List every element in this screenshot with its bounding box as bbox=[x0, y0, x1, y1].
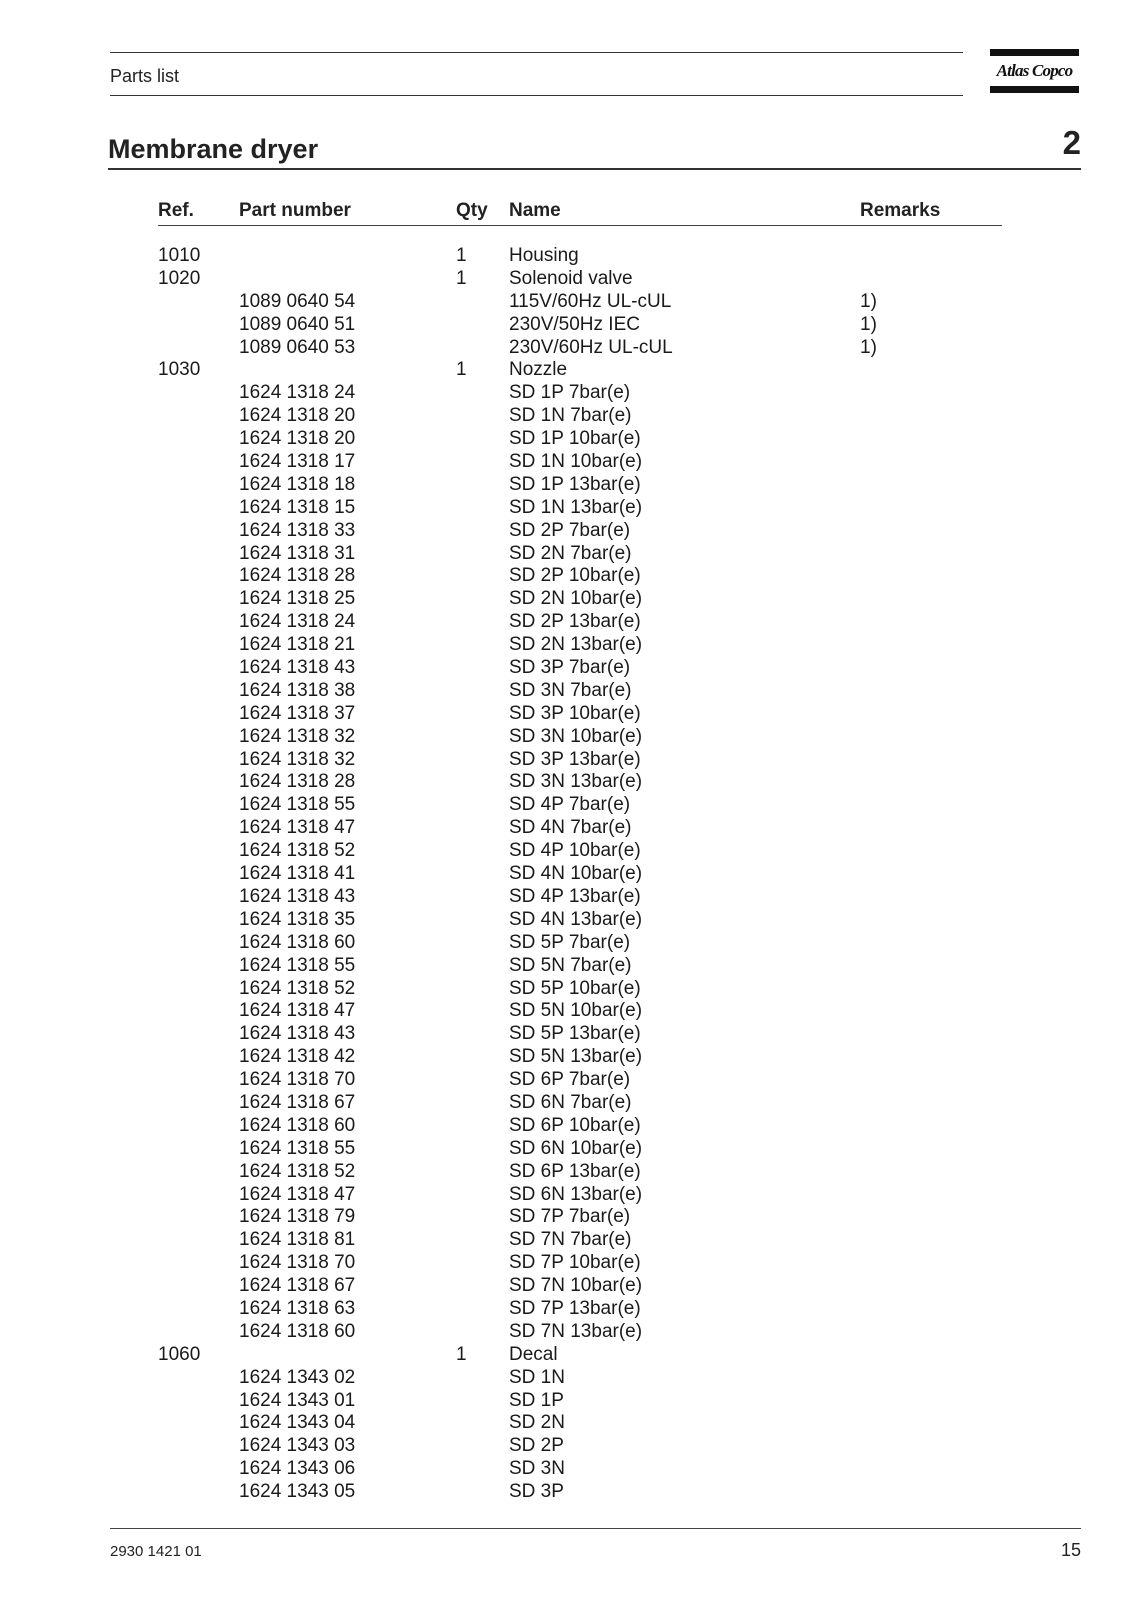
name-cell: 230V/60Hz UL-cUL bbox=[509, 336, 673, 358]
part-number-cell: 1624 1318 24 bbox=[239, 382, 356, 404]
logo-bar-top bbox=[990, 49, 1079, 56]
part-number-cell: 1624 1318 81 bbox=[239, 1229, 356, 1251]
logo-wordmark: Atlas Copco bbox=[996, 61, 1073, 80]
column-header-remarks: Remarks bbox=[860, 200, 941, 221]
part-number-cell: 1624 1343 04 bbox=[239, 1412, 356, 1434]
name-cell: SD 2P 13bar(e) bbox=[509, 611, 641, 633]
name-cell: SD 5P 10bar(e) bbox=[509, 977, 641, 999]
name-cell: SD 1P bbox=[509, 1389, 564, 1411]
name-cell: SD 3N 13bar(e) bbox=[509, 771, 643, 793]
name-cell: SD 3P 10bar(e) bbox=[509, 702, 641, 724]
part-number-cell: 1624 1318 55 bbox=[239, 794, 356, 816]
part-number-cell: 1624 1343 06 bbox=[239, 1458, 356, 1480]
table-row bbox=[0, 1367, 1131, 1390]
name-cell: SD 2N 13bar(e) bbox=[509, 634, 643, 656]
name-cell: SD 2N 7bar(e) bbox=[509, 542, 632, 564]
name-cell: SD 3P 7bar(e) bbox=[509, 657, 631, 679]
table-row bbox=[0, 703, 1131, 726]
qty-cell: 1 bbox=[456, 267, 467, 289]
header-top-rule bbox=[110, 52, 963, 53]
name-cell: Solenoid valve bbox=[509, 267, 633, 289]
table-row bbox=[0, 1252, 1131, 1275]
qty-cell: 1 bbox=[456, 245, 467, 266]
ref-cell: 1010 bbox=[158, 245, 201, 266]
part-number-cell: 1624 1318 60 bbox=[239, 931, 356, 953]
part-number-cell: 1624 1318 63 bbox=[239, 1297, 356, 1319]
name-cell: 230V/50Hz IEC bbox=[509, 313, 640, 335]
table-row bbox=[0, 268, 1131, 291]
part-number-cell: 1624 1318 52 bbox=[239, 1160, 356, 1182]
table-row bbox=[0, 955, 1131, 978]
table-row bbox=[0, 520, 1131, 543]
part-number-cell: 1624 1318 55 bbox=[239, 954, 356, 976]
name-cell: Decal bbox=[509, 1343, 558, 1365]
table-row bbox=[0, 1000, 1131, 1023]
name-cell: SD 4P 10bar(e) bbox=[509, 840, 641, 862]
table-row bbox=[0, 840, 1131, 863]
part-number-cell: 1624 1318 41 bbox=[239, 863, 356, 885]
table-row bbox=[0, 588, 1131, 611]
table-row bbox=[0, 1069, 1131, 1092]
part-number-cell: 1624 1318 21 bbox=[239, 634, 356, 656]
name-cell: 115V/60Hz UL-cUL bbox=[509, 290, 672, 312]
table-row bbox=[0, 1481, 1131, 1504]
qty-cell: 1 bbox=[456, 359, 467, 381]
part-number-cell: 1624 1318 60 bbox=[239, 1114, 356, 1136]
chapter-number: 2 bbox=[1062, 124, 1081, 161]
table-row bbox=[0, 611, 1131, 634]
table-row bbox=[0, 886, 1131, 909]
footer-rule bbox=[110, 1528, 1081, 1529]
table-row bbox=[0, 1229, 1131, 1252]
part-number-cell: 1624 1318 42 bbox=[239, 1046, 356, 1068]
part-number-cell: 1624 1318 20 bbox=[239, 405, 356, 427]
part-number-cell: 1624 1318 28 bbox=[239, 771, 356, 793]
brand-logo bbox=[990, 49, 1079, 94]
table-row bbox=[0, 405, 1131, 428]
name-cell: SD 5P 13bar(e) bbox=[509, 1023, 641, 1045]
part-number-cell: 1624 1318 37 bbox=[239, 702, 356, 724]
name-cell: SD 1N 13bar(e) bbox=[509, 496, 643, 518]
name-cell: SD 3P 13bar(e) bbox=[509, 748, 641, 770]
name-cell: SD 3N bbox=[509, 1458, 565, 1480]
table-row bbox=[0, 932, 1131, 955]
table-row bbox=[0, 1161, 1131, 1184]
page-number: 15 bbox=[1060, 1540, 1081, 1560]
name-cell: SD 2P bbox=[509, 1435, 564, 1457]
table-row bbox=[0, 978, 1131, 1001]
name-cell: SD 7N 7bar(e) bbox=[509, 1229, 632, 1251]
table-row bbox=[0, 634, 1131, 657]
part-number-cell: 1089 0640 54 bbox=[239, 290, 356, 312]
section-label: Parts list bbox=[110, 66, 180, 86]
table-row bbox=[0, 794, 1131, 817]
table-row bbox=[0, 245, 1131, 268]
name-cell: SD 1P 10bar(e) bbox=[509, 428, 641, 450]
name-cell: SD 1P 13bar(e) bbox=[509, 473, 641, 495]
part-number-cell: 1624 1318 47 bbox=[239, 817, 356, 839]
table-row bbox=[0, 1184, 1131, 1207]
table-row bbox=[0, 337, 1131, 360]
table-row bbox=[0, 1412, 1131, 1435]
title-rule bbox=[108, 168, 1081, 170]
part-number-cell: 1624 1318 31 bbox=[239, 542, 356, 564]
column-header-part-number: Part number bbox=[239, 200, 351, 221]
table-row bbox=[0, 428, 1131, 451]
part-number-cell: 1624 1318 79 bbox=[239, 1206, 356, 1228]
part-number-cell: 1624 1318 18 bbox=[239, 473, 356, 495]
ref-cell: 1020 bbox=[158, 267, 201, 289]
table-row bbox=[0, 726, 1131, 749]
part-number-cell: 1624 1318 70 bbox=[239, 1252, 356, 1274]
table-row bbox=[0, 451, 1131, 474]
part-number-cell: 1624 1318 67 bbox=[239, 1091, 356, 1113]
table-row bbox=[0, 565, 1131, 588]
part-number-cell: 1624 1318 38 bbox=[239, 679, 356, 701]
name-cell: SD 3N 10bar(e) bbox=[509, 725, 643, 747]
name-cell: SD 6N 10bar(e) bbox=[509, 1137, 643, 1159]
part-number-cell: 1624 1318 25 bbox=[239, 588, 356, 610]
table-row bbox=[0, 863, 1131, 886]
table-row bbox=[0, 1046, 1131, 1069]
part-number-cell: 1624 1318 47 bbox=[239, 1000, 356, 1022]
name-cell: SD 2N bbox=[509, 1412, 565, 1434]
table-row bbox=[0, 817, 1131, 840]
name-cell: SD 4N 13bar(e) bbox=[509, 908, 643, 930]
table-row bbox=[0, 1138, 1131, 1161]
part-number-cell: 1624 1318 43 bbox=[239, 657, 356, 679]
part-number-cell: 1624 1318 55 bbox=[239, 1137, 356, 1159]
name-cell: SD 1N 10bar(e) bbox=[509, 451, 643, 473]
column-header-qty: Qty bbox=[456, 200, 488, 221]
table-row bbox=[0, 909, 1131, 932]
part-number-cell: 1624 1318 33 bbox=[239, 519, 356, 541]
table-row bbox=[0, 474, 1131, 497]
logo-bar-bottom bbox=[990, 86, 1079, 93]
ref-cell: 1030 bbox=[158, 359, 201, 381]
remarks-cell: 1) bbox=[860, 290, 877, 312]
part-number-cell: 1624 1318 35 bbox=[239, 908, 356, 930]
table-row bbox=[0, 657, 1131, 680]
part-number-cell: 1624 1318 32 bbox=[239, 748, 356, 770]
part-number-cell: 1624 1318 28 bbox=[239, 565, 356, 587]
table-row bbox=[0, 749, 1131, 772]
name-cell: SD 4N 7bar(e) bbox=[509, 817, 632, 839]
column-header-name: Name bbox=[509, 200, 561, 221]
name-cell: SD 6P 7bar(e) bbox=[509, 1069, 631, 1091]
name-cell: SD 3P bbox=[509, 1481, 564, 1503]
part-number-cell: 1624 1318 47 bbox=[239, 1183, 356, 1205]
table-row bbox=[0, 1435, 1131, 1458]
table-row bbox=[0, 1390, 1131, 1413]
name-cell: SD 6N 7bar(e) bbox=[509, 1091, 632, 1113]
name-cell: SD 2P 7bar(e) bbox=[509, 519, 631, 541]
table-row bbox=[0, 1023, 1131, 1046]
part-number-cell: 1624 1343 03 bbox=[239, 1435, 356, 1457]
name-cell: SD 7N 10bar(e) bbox=[509, 1275, 643, 1297]
part-number-cell: 1624 1318 70 bbox=[239, 1069, 356, 1091]
name-cell: SD 7P 7bar(e) bbox=[509, 1206, 631, 1228]
table-row bbox=[0, 1092, 1131, 1115]
part-number-cell: 1624 1318 52 bbox=[239, 977, 356, 999]
name-cell: SD 7N 13bar(e) bbox=[509, 1320, 643, 1342]
table-row bbox=[0, 497, 1131, 520]
name-cell: SD 1N bbox=[509, 1366, 565, 1388]
name-cell: SD 5N 13bar(e) bbox=[509, 1046, 643, 1068]
part-number-cell: 1624 1318 43 bbox=[239, 1023, 356, 1045]
table-row bbox=[0, 1206, 1131, 1229]
name-cell: SD 4P 13bar(e) bbox=[509, 885, 641, 907]
name-cell: SD 5N 7bar(e) bbox=[509, 954, 632, 976]
table-row bbox=[0, 1115, 1131, 1138]
name-cell: SD 2N 10bar(e) bbox=[509, 588, 643, 610]
part-number-cell: 1624 1343 02 bbox=[239, 1366, 356, 1388]
part-number-cell: 1624 1318 43 bbox=[239, 885, 356, 907]
name-cell: Nozzle bbox=[509, 359, 568, 381]
table-row bbox=[0, 1275, 1131, 1298]
name-cell: SD 6N 13bar(e) bbox=[509, 1183, 643, 1205]
column-header-ref: Ref. bbox=[158, 200, 194, 221]
name-cell: SD 2P 10bar(e) bbox=[509, 565, 641, 587]
name-cell: SD 1P 7bar(e) bbox=[509, 382, 631, 404]
column-header-rule bbox=[158, 225, 1002, 226]
header-bottom-rule bbox=[110, 95, 963, 96]
table-row bbox=[0, 1458, 1131, 1481]
part-number-cell: 1624 1343 01 bbox=[239, 1389, 356, 1411]
part-number-cell: 1624 1318 32 bbox=[239, 725, 356, 747]
name-cell: SD 6P 10bar(e) bbox=[509, 1114, 641, 1136]
parts-table bbox=[0, 245, 1131, 1504]
part-number-cell: 1624 1318 20 bbox=[239, 428, 356, 450]
name-cell: SD 4N 10bar(e) bbox=[509, 863, 643, 885]
table-row bbox=[0, 359, 1131, 382]
part-number-cell: 1624 1318 52 bbox=[239, 840, 356, 862]
part-number-cell: 1624 1318 67 bbox=[239, 1275, 356, 1297]
table-row bbox=[0, 314, 1131, 337]
name-cell: SD 5P 7bar(e) bbox=[509, 931, 631, 953]
name-cell: SD 3N 7bar(e) bbox=[509, 679, 632, 701]
table-row bbox=[0, 680, 1131, 703]
table-row bbox=[0, 291, 1131, 314]
document-number: 2930 1421 01 bbox=[110, 1543, 202, 1560]
remarks-cell: 1) bbox=[860, 336, 877, 358]
name-cell: SD 6P 13bar(e) bbox=[509, 1160, 641, 1182]
ref-cell: 1060 bbox=[158, 1343, 201, 1365]
name-cell: SD 4P 7bar(e) bbox=[509, 794, 631, 816]
name-cell: SD 1N 7bar(e) bbox=[509, 405, 632, 427]
name-cell: Housing bbox=[509, 245, 579, 266]
table-row bbox=[0, 771, 1131, 794]
part-number-cell: 1624 1318 24 bbox=[239, 611, 356, 633]
name-cell: SD 5N 10bar(e) bbox=[509, 1000, 643, 1022]
part-number-cell: 1624 1318 17 bbox=[239, 451, 356, 473]
qty-cell: 1 bbox=[456, 1343, 467, 1365]
part-number-cell: 1089 0640 53 bbox=[239, 336, 356, 358]
table-row bbox=[0, 1298, 1131, 1321]
name-cell: SD 7P 10bar(e) bbox=[509, 1252, 641, 1274]
table-row bbox=[0, 382, 1131, 405]
part-number-cell: 1089 0640 51 bbox=[239, 313, 356, 335]
remarks-cell: 1) bbox=[860, 313, 877, 335]
part-number-cell: 1624 1318 15 bbox=[239, 496, 356, 518]
part-number-cell: 1624 1318 60 bbox=[239, 1320, 356, 1342]
table-row bbox=[0, 543, 1131, 566]
part-number-cell: 1624 1343 05 bbox=[239, 1481, 356, 1503]
table-row bbox=[0, 1321, 1131, 1344]
name-cell: SD 7P 13bar(e) bbox=[509, 1297, 641, 1319]
page-title: Membrane dryer bbox=[108, 134, 319, 164]
table-row bbox=[0, 1344, 1131, 1367]
